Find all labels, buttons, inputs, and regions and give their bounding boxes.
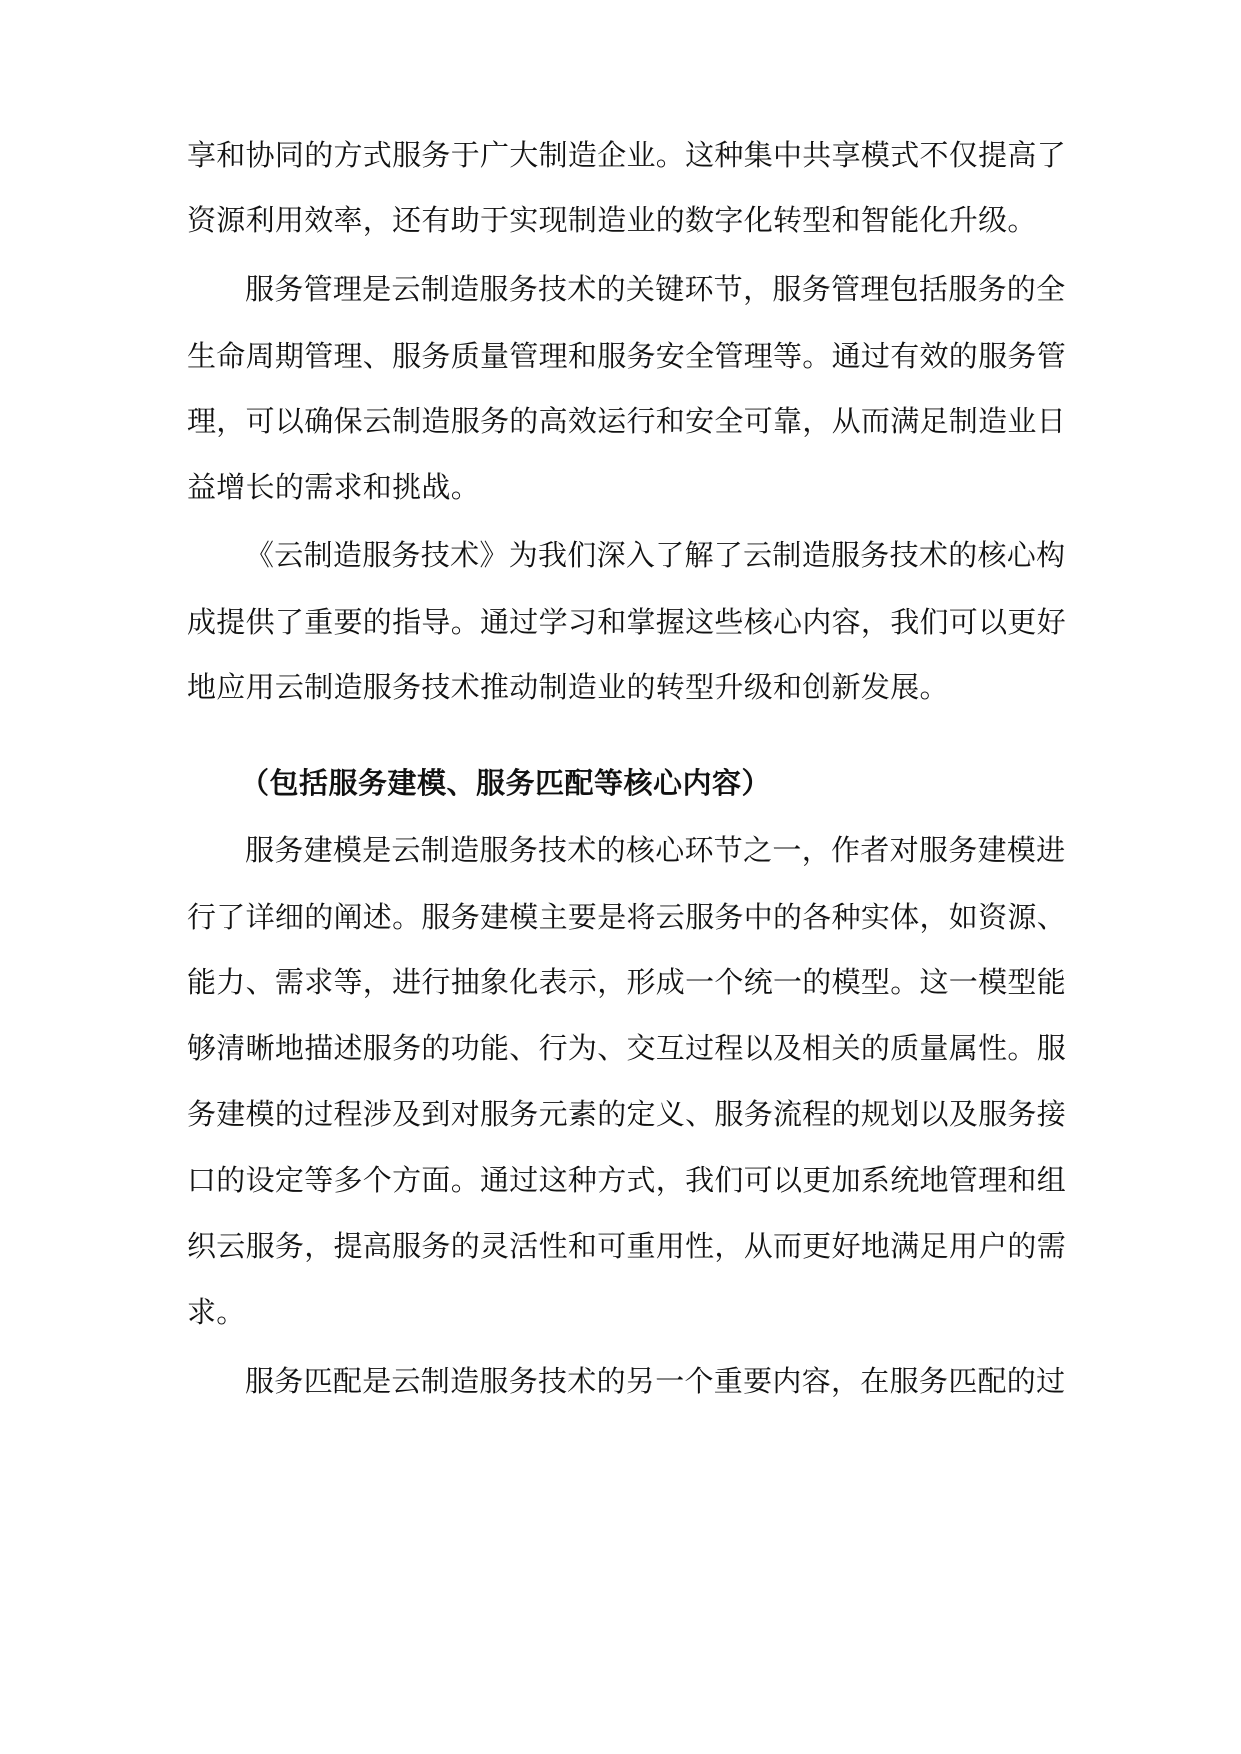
paragraph-1-line-1: 享和协同的方式服务于广大制造企业。这种集中共享模式不仅提高了 bbox=[187, 138, 1067, 172]
section-paragraph-1-line-8: 求。 bbox=[187, 1295, 246, 1329]
paragraph-3-line-2: 成提供了重要的指导。通过学习和掌握这些核心内容，我们可以更好 bbox=[187, 605, 1067, 639]
section-paragraph-1-line-5: 务建模的过程涉及到对服务元素的定义、服务流程的规划以及服务接 bbox=[187, 1097, 1067, 1131]
paragraph-2-line-2: 生命周期管理、服务质量管理和服务安全管理等。通过有效的服务管 bbox=[187, 339, 1067, 373]
paragraph-2-line-3: 理，可以确保云制造服务的高效运行和安全可靠，从而满足制造业日 bbox=[187, 404, 1067, 438]
section-paragraph-1-line-2: 行了详细的阐述。服务建模主要是将云服务中的各种实体，如资源、 bbox=[187, 900, 1067, 934]
section-paragraph-1-line-6: 口的设定等多个方面。通过这种方式，我们可以更加系统地管理和组 bbox=[187, 1163, 1067, 1197]
paragraph-2-line-1: 服务管理是云制造服务技术的关键环节，服务管理包括服务的全 bbox=[245, 272, 1066, 306]
paragraph-2-line-4: 益增长的需求和挑战。 bbox=[187, 470, 481, 504]
paragraph-3-line-1: 《云制造服务技术》为我们深入了解了云制造服务技术的核心构 bbox=[245, 538, 1066, 572]
section-paragraph-2-line-1: 服务匹配是云制造服务技术的另一个重要内容，在服务匹配的过 bbox=[245, 1364, 1066, 1398]
paragraph-3-line-3: 地应用云制造服务技术推动制造业的转型升级和创新发展。 bbox=[187, 670, 949, 704]
section-heading: （包括服务建模、服务匹配等核心内容） bbox=[240, 766, 772, 800]
section-paragraph-1-line-7: 织云服务，提高服务的灵活性和可重用性，从而更好地满足用户的需 bbox=[187, 1229, 1067, 1263]
section-paragraph-1-line-3: 能力、需求等，进行抽象化表示，形成一个统一的模型。这一模型能 bbox=[187, 965, 1067, 999]
section-paragraph-1-line-1: 服务建模是云制造服务技术的核心环节之一，作者对服务建模进 bbox=[245, 833, 1066, 867]
section-paragraph-1-line-4: 够清晰地描述服务的功能、行为、交互过程以及相关的质量属性。服 bbox=[187, 1031, 1067, 1065]
paragraph-1-line-2: 资源利用效率，还有助于实现制造业的数字化转型和智能化升级。 bbox=[187, 203, 1037, 237]
